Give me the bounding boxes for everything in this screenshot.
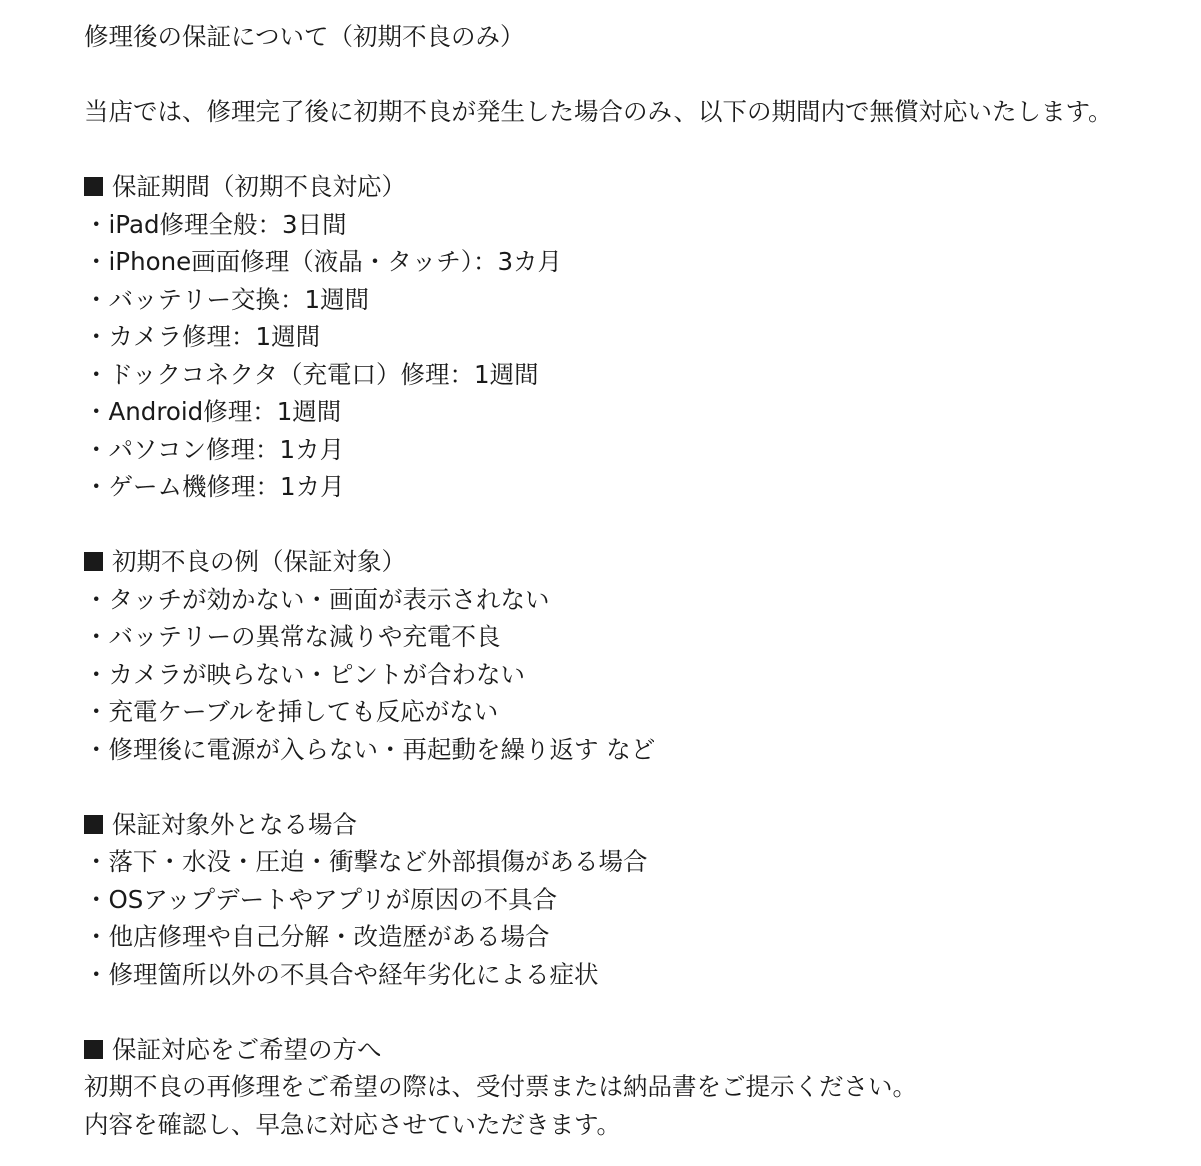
request-section <box>84 1031 1184 1144</box>
section-heading: 保証期間（初期不良対応） <box>84 168 1184 206</box>
black-square-icon <box>84 1040 103 1059</box>
black-square-icon <box>84 552 103 571</box>
list-item: ・パソコン修理：1カ月 <box>84 434 345 464</box>
list-item: ・充電ケーブルを挿しても反応がない <box>84 697 499 726</box>
black-square-icon <box>84 177 103 196</box>
list-item: ・落下・水没・圧迫・衝撃など外部損傷がある場合 <box>84 847 648 876</box>
list-item: ・ドックコネクタ（充電口）修理：1週間 <box>84 359 539 389</box>
list-item: ・修理後に電源が入らない・再起動を繰り返す など <box>84 734 656 764</box>
paragraph-line: 内容を確認し、早急に対応させていただきます。 <box>84 1109 622 1139</box>
intro-text: 当店では、修理完了後に初期不良が発生した場合のみ、以下の期間内で無償対応いたします。 <box>84 97 1113 126</box>
list-item: ・他店修理や自己分解・改造歴がある場合 <box>84 922 550 951</box>
list-item: ・OSアップデートやアプリが原因の不具合 <box>84 884 558 914</box>
list-item: ・カメラが映らない・ピントが合わない <box>84 659 525 689</box>
defect-examples-section <box>84 543 1184 768</box>
list-item: ・タッチが効かない・画面が表示されない <box>84 584 550 614</box>
document-title: 修理後の保証について（初期不良のみ） <box>84 22 525 51</box>
list-item: ・修理箇所以外の不具合や経年劣化による症状 <box>84 959 599 989</box>
exclusions-section <box>84 806 1184 994</box>
section-heading: 保証対応をご希望の方へ <box>84 1031 1184 1069</box>
list-item: ・Android修理：1週間 <box>84 397 342 426</box>
black-square-icon <box>84 815 103 834</box>
section-heading: 初期不良の例（保証対象） <box>84 543 1184 581</box>
list-item: ・iPhone画面修理（液晶・タッチ）：3カ月 <box>84 247 563 276</box>
warranty-period-section <box>84 168 1184 506</box>
section-heading: 保証対象外となる場合 <box>84 806 1184 844</box>
warranty-document <box>84 18 1184 1143</box>
list-item: ・ゲーム機修理：1カ月 <box>84 472 345 501</box>
list-item: ・バッテリー交換：1週間 <box>84 284 370 314</box>
list-item: ・バッテリーの異常な減りや充電不良 <box>84 622 501 651</box>
list-item: ・iPad修理全般：3日間 <box>84 209 347 239</box>
list-item: ・カメラ修理：1週間 <box>84 322 321 351</box>
paragraph-line: 初期不良の再修理をご希望の際は、受付票または納品書をご提示ください。 <box>84 1072 917 1101</box>
